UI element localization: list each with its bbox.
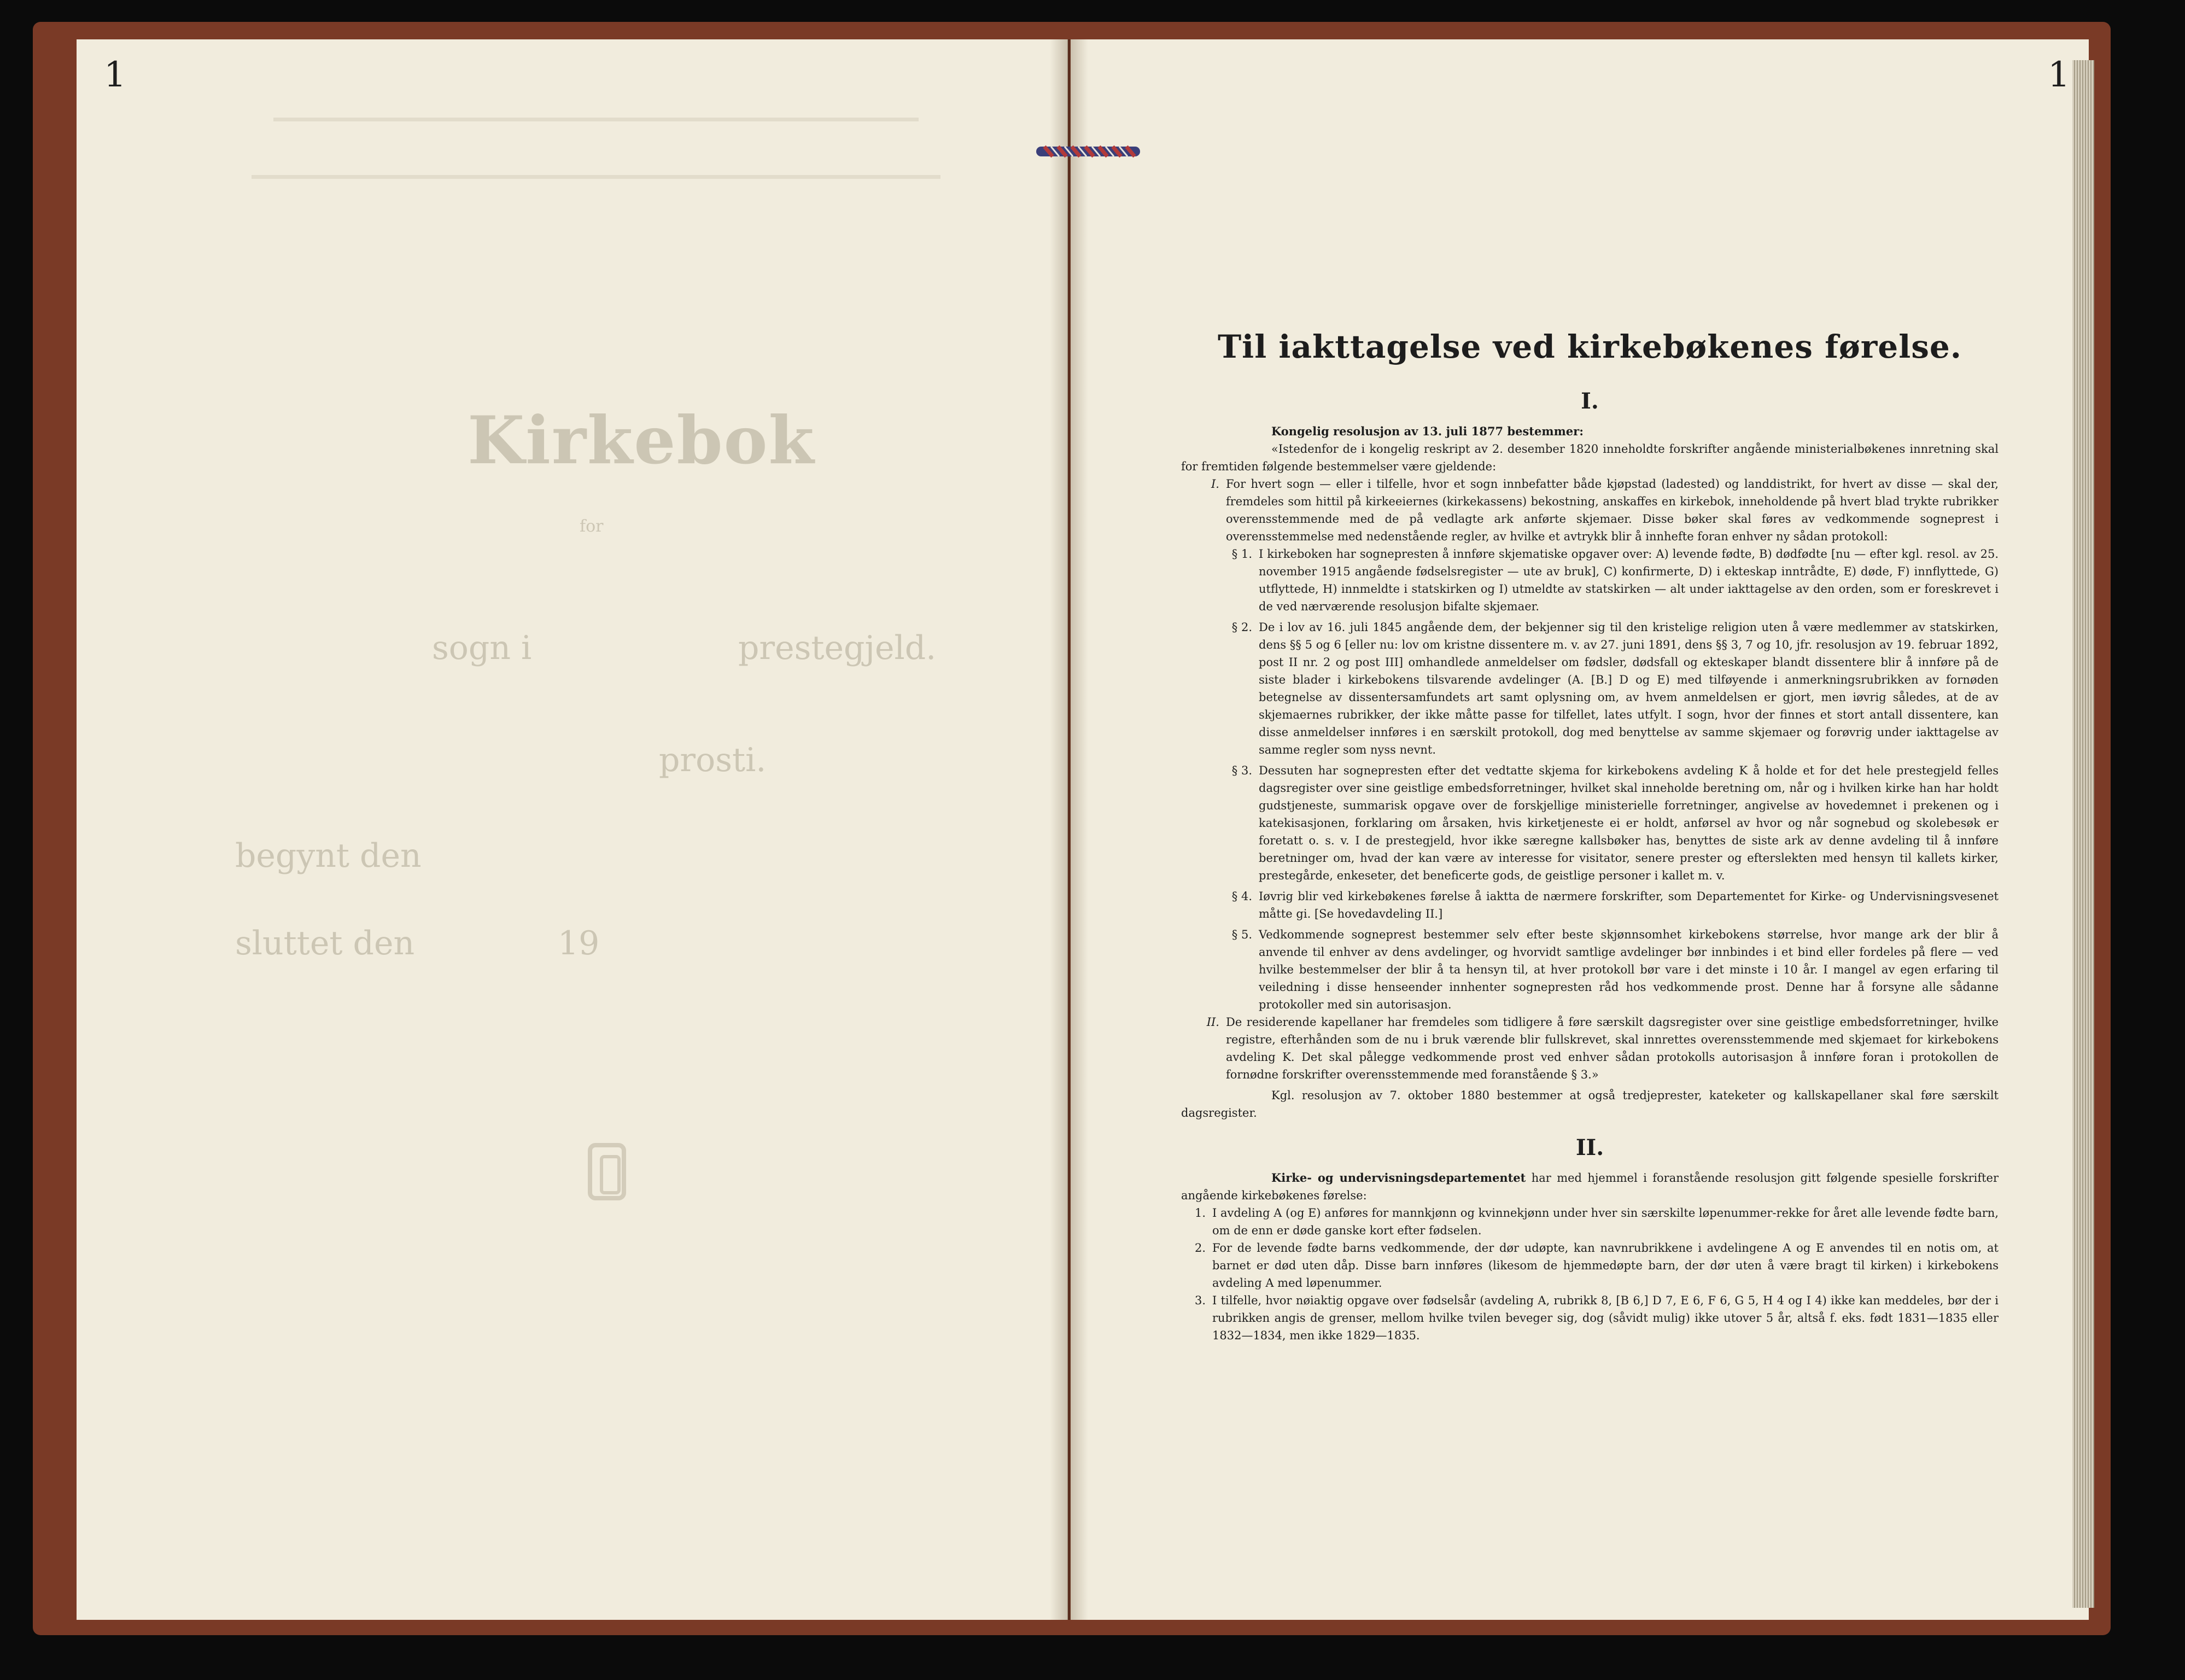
provision-text: De residerende kapellaner har fremdeles som tidligere å føre særskilt dagsregister over sine geistlige embedsforretninger, hvilke registre, efterhånden som de nu i bruk værende blir fullskrevet, skal innrettes overensstemmende med skjemaet for kirkebokens avdeling K. Det skal pålegge vedkommende prost ved enhver sådan protokolls autorisasjon å innføre foran i protokollen de fornødne forskrifter overensstemmende med foranstående § 3.» xyxy=(1226,1016,1999,1081)
section-text: De i lov av 16. juli 1845 angående dem, der bekjenner sig til den kristelige religion uten å være medlemmer av statskirken, dens §§ 5 og 6 [eller nu: lov om kristne dissentere m. v. av 27. juni 1891, dens §§ 3, 7 og 10, jfr. resolusjon av 19. februar 1892, post II nr. 2 og post III] omhandlede anmeldelser om fødsler, dødsfall og ekteskaper blandt dissentere blir å innføre på de siste blader i kirkebokens tilsvarende avdelinger (A. [B.] D og E) med tilføyende i anmerkningsrubrikken av fornøden betegnelse av dissentersamfundets art samt oplysning om, av hvem anmeldelsen er gjort, men iøvrig således, at de av skjemaernes rubrikker, der ikke måtte passe for tilfellet, lates utfylt. I sogn, hvor der finnes et stort antall dissentere, kan disse anmeldelser innføres i en særskilt protokoll, dog med benyttelse av samme skjemaer og forøvrig under iakttagelse av samme regler som nyss nevnt. xyxy=(1259,621,1999,756)
label-sogn-i: sogn i xyxy=(432,629,532,667)
page-edges xyxy=(2072,60,2094,1608)
provision-text: For hvert sogn — eller i tilfelle, hvor et sogn innbefatter både kjøpstad (ladested) og landdistrikt, for hvert av disse — skal der, fremdeles som hittil på kirkeeiernes (kirkekassens) bekostning, anskaffes en kirkebok, inneholdende på hvert blad trykte rubrikker overensstemmende med de på vedlagte ark anførte skjemaer. Disse bøker skal føres av vedkommende sogneprest i overensstemmelse med nedenstående regler, av hvilke et avtrykk blir å innhefte foran enhver ny sådan protokoll: xyxy=(1226,477,1999,543)
section-mark: § 4. xyxy=(1231,890,1252,903)
book-gutter xyxy=(1050,39,1088,1620)
section-text: Vedkommende sogneprest bestemmer selv efter beste skjønnsomhet kirkebokens størrelse, hvor mange ark der blir å anvende til enhver av dens avdelinger, og hvorvidt samtlige avdelinger bør innbindes i et bind eller fordeles på flere — ved hvilke bestemmelser der blir å ta hensyn til, at hver protokoll bør vare i det minste i 10 år. I mangel av egen erfaring til veiledning i disse henseender innhenter sognepresten råd hos vedkommende prost. Denne har å forsyne alle sådanne protokoller med sin autorisasjon. xyxy=(1259,928,1999,1011)
section-paragraph xyxy=(1181,926,1999,1013)
department-name: Kirke- og undervisningsdepartementet xyxy=(1271,1171,1526,1185)
section-paragraph xyxy=(1181,545,1999,615)
section-text: Iøvrig blir ved kirkebøkenes førelse å iaktta de nærmere forskrifter, som Departementet for Kirke- og Undervisningsvesenet måtte gi. [Se hovedavdeling II.] xyxy=(1259,890,1999,920)
rule-number: 3. xyxy=(1194,1294,1206,1307)
label-sluttet-den: sluttet den xyxy=(235,924,415,962)
rule-item xyxy=(1181,1204,1999,1239)
bleed-through-line xyxy=(273,118,919,121)
bleed-through-line xyxy=(252,175,940,179)
section-mark: § 3. xyxy=(1231,764,1252,777)
provision-mark: I. xyxy=(1211,477,1219,491)
rule-text: For de levende fødte barns vedkommende, der dør udøpte, kan navnrubrikkene i avdelingene A og E anvendes til en notis om, at barnet er død uten dåp. Disse barn innføres (likesom de hjemmedøpte barn, der dør uten å være bragt til kirken) i kirkebokens avdeling A med løpenummer. xyxy=(1212,1241,1999,1290)
resolution-1880: Kgl. resolusjon av 7. oktober 1880 bestemmer at også tredjeprester, kateketer og kallskapellaner skal føre særskilt dagsregister. xyxy=(1181,1089,1999,1119)
rule-item xyxy=(1181,1239,1999,1292)
section-text: I kirkeboken har sognepresten å innføre skjematiske opgaver over: A) levende fødte, B) dødfødte [nu — efter kgl. resol. av 25. november 1915 angående fødselsregister — ute av bruk], C) konfirmerte, D) i ekteskap inntrådte, E) døde, F) innflyttede, G) utflyttede, H) innmeldte i statskirken og I) utmeldte av statskirken — alt under iakttagelse av den orden, som er foreskrevet i de ved nærværende resolusjon bifalte skjemaer. xyxy=(1259,547,1999,613)
section-mark: § 2. xyxy=(1231,621,1252,634)
section-mark: § 1. xyxy=(1231,547,1252,561)
label-prestegjeld: prestegjeld. xyxy=(738,629,937,667)
section-heading-2: II. xyxy=(1575,1135,1604,1160)
section-paragraph xyxy=(1181,888,1999,923)
section-heading-1: I. xyxy=(1581,388,1599,414)
rule-number: 2. xyxy=(1194,1241,1206,1255)
section-paragraph xyxy=(1181,762,1999,884)
resolution-intro: Kongelig resolusjon av 13. juli 1877 bestemmer: xyxy=(1271,424,1584,438)
section-text: Dessuten har sognepresten efter det vedtatte skjema for kirkebokens avdeling K å holde et for det hele prestegjeld felles dagsregister over sine geistlige embedsforretninger, hvilket skal inneholde beretning om, når og i hvilken kirke han har holdt gudstjeneste, summarisk opgave over de forskjellige ministerielle forretninger, angivelse av hovedemnet i prekenen og i katekisasjonen, forklaring om årsaken, hvis kirketjeneste ei er holdt, anførsel av hvor og når sognebud og skolebesøk er foretatt o. s. v. I de prestegjeld, hvor ikke særegne kallsbøker has, benyttes de siste ark av denne avdeling til å innføre beretninger om, hvad der kan være av interesse for visitator, senere prester og efterslekten med hensyn til kallets kirker, prestegårde, enkeseter, det beneficerte gods, de geistlige personer i kallet m. v. xyxy=(1259,764,1999,882)
section-mark: § 5. xyxy=(1231,928,1252,941)
left-page xyxy=(77,39,1068,1620)
year-prefix: 19 xyxy=(558,924,600,962)
label-for: for xyxy=(580,517,604,536)
label-prosti: prosti. xyxy=(659,741,767,779)
page-number-right: 1 xyxy=(2048,55,2070,95)
rule-number: 1. xyxy=(1194,1206,1206,1220)
provision-mark: II. xyxy=(1206,1016,1219,1029)
rule-text: I tilfelle, hvor nøiaktig opgave over fødselsår (avdeling A, rubrikk 8, [B 6,] D 7, E 6, F 6, G 5, H 4 og I 4) ikke kan meddeles, bør der i rubrikken angis de grenser, mellom hvilke tvilen beveger sig, dog (såvidt mulig) ikke utover 5 år, altså f. eks. født 1831—1835 eller 1832—1834, men ikke 1829—1835. xyxy=(1212,1294,1999,1342)
book-title: Kirkebok xyxy=(468,402,815,479)
department-intro xyxy=(1181,1169,1999,1204)
instructions-text xyxy=(1181,328,1999,1344)
label-begynt-den: begynt den xyxy=(235,837,422,875)
resolution-quote: «Istedenfor de i kongelig reskript av 2. desember 1820 inneholdte forskrifter angående ministerialbøkenes innretning skal for fremtiden følgende bestemmelser være gjeldende: xyxy=(1181,442,1999,473)
department-intro-text: har med hjemmel i foranstående resolusjon gitt følgende spesielle forskrifter angående kirkebøkenes førelse: xyxy=(1181,1171,1999,1202)
provision-paragraph xyxy=(1181,1013,1999,1083)
provision-paragraph xyxy=(1181,475,1999,545)
rule-text: I avdeling A (og E) anføres for mannkjønn og kvinnekjønn under hver sin særskilte løpenummer-rekke for året alle levende fødte barn, om de enn er døde ganske kort efter fødselen. xyxy=(1212,1206,1999,1237)
instructions-heading: Til iakttagelse ved kirkebøkenes førelse. xyxy=(1218,328,1962,365)
page-number-left: 1 xyxy=(104,55,126,95)
section-paragraph xyxy=(1181,619,1999,759)
publisher-logo xyxy=(588,1143,626,1200)
bookmark-ribbon xyxy=(1036,143,1140,160)
rule-item xyxy=(1181,1292,1999,1344)
